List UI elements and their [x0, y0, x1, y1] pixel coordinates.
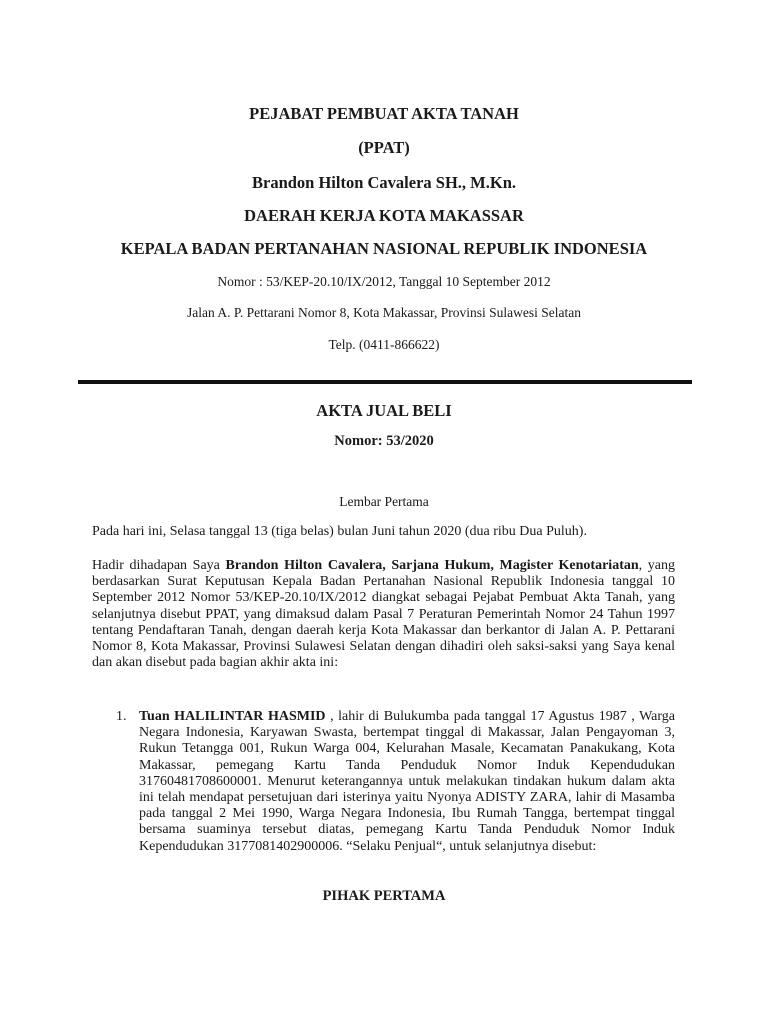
office-phone: Telp. (0411-866622)	[328, 337, 440, 352]
party-details: , lahir di Bulukumba pada tanggal 17 Agustus 1987 , Warga Negara Indonesia, Karyawan Swasta, bertempat tinggal di Makassar, Jalan Pengayoman 3, Rukun Tetangga 001, Rukun Warga 004, Kelurahan Masale, Kecamatan Panakukang, Kota Makassar, pemegang Kartu Tanda Penduduk Nomor Induk Kependudukan 31760481708600001. Menurut keterangannya untuk melakukan tindakan hukum dalam akta ini telah mendapat persetujuan dari isterinya yaitu Nyonya ADISTY ZARA, lahir di Masamba pada tanggal 2 Mei 1990, Warga Negara Indonesia, Ibu Rumah Tangga, bertempat tinggal bersama suaminya tersebut diatas, pemegang Kartu Tanda Penduduk Nomor Induk Kependudukan 3177081402900006. “Selaku Penjual“, untuk selanjutnya disebut:	[139, 709, 676, 854]
party-name: Tuan HALILINTAR HASMID	[139, 709, 326, 724]
appearance-prefix: Hadir dihadapan Saya	[92, 558, 226, 573]
deed-title: AKTA JUAL BELI	[316, 401, 452, 420]
deed-number: Nomor: 53/2020	[334, 433, 434, 449]
party-number: 1.	[116, 709, 127, 724]
header-divider	[78, 380, 692, 384]
notary-full-name: Brandon Hilton Cavalera, Sarjana Hukum, Magister Kenotariatan	[225, 558, 639, 573]
sheet-label: Lembar Pertama	[339, 494, 429, 509]
office-abbreviation: (PPAT)	[358, 138, 410, 157]
party-paragraph	[139, 709, 675, 855]
official-name: Brandon Hilton Cavalera SH., M.Kn.	[251, 173, 517, 192]
appearance-paragraph	[92, 558, 675, 671]
work-area: DAERAH KERJA KOTA MAKASSAR	[244, 206, 524, 225]
office-title: PEJABAT PEMBUAT AKTA TANAH	[249, 104, 519, 123]
opening-paragraph: Pada hari ini, Selasa tanggal 13 (tiga belas) bulan Juni tahun 2020 (dua ribu Dua Puluh).	[92, 524, 587, 539]
decree-number: Nomor : 53/KEP-20.10/IX/2012, Tanggal 10 September 2012	[217, 274, 551, 289]
party-role: PIHAK PERTAMA	[322, 888, 446, 904]
appointing-authority: KEPALA BADAN PERTANAHAN NASIONAL REPUBLIK INDONESIA	[120, 239, 648, 258]
appearance-text: , yang berdasarkan Surat Keputusan Kepala Badan Pertanahan Nasional Republik Indonesia tanggal 10 September 2012 Nomor 53/KEP-20.10/IX/2012 diangkat sebagai Pejabat Pembuat Akta Tanah, yang selanjutnya disebut PPAT, yang dimaksud dalam Pasal 7 Peraturan Pemerintah Nomor 24 Tahun 1997 tentang Pendaftaran Tanah, dengan daerah kerja Kota Makassar dan berkantor di Jalan A. P. Pettarani Nomor 8, Kota Makassar, Provinsi Sulawesi Selatan dengan dihadiri oleh saksi-saksi yang Saya kenal dan akan disebut pada bagian akhir akta ini:	[92, 558, 676, 671]
office-address: Jalan A. P. Pettarani Nomor 8, Kota Makassar, Provinsi Sulawesi Selatan	[187, 305, 581, 320]
